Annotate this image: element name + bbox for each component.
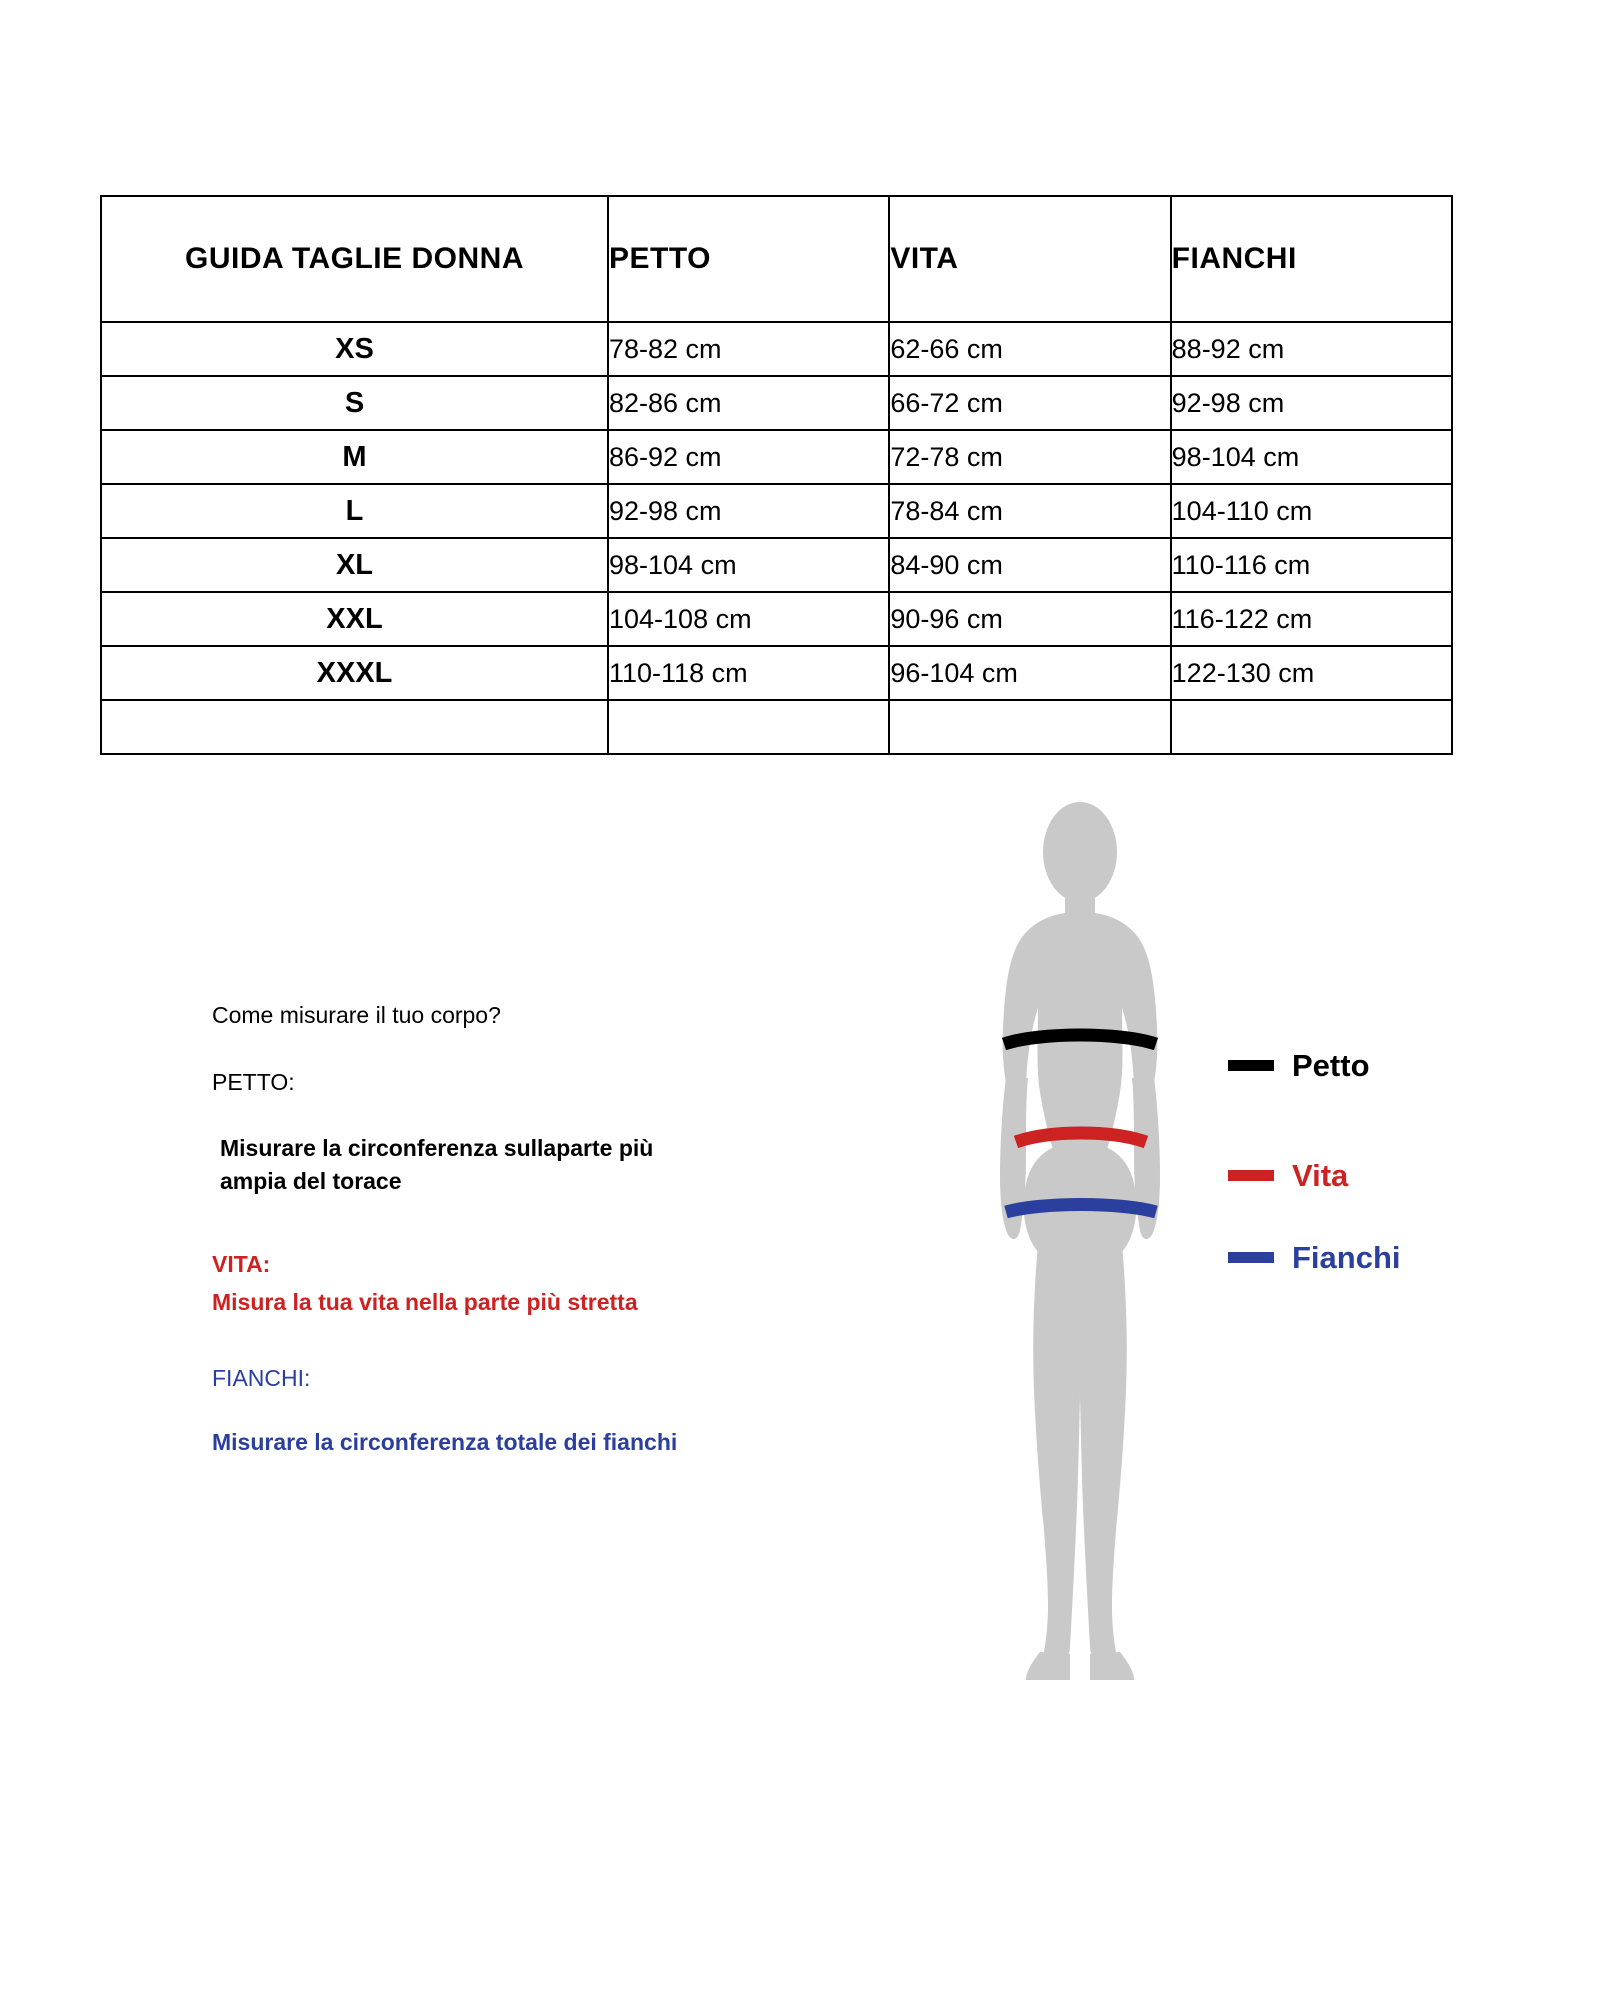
legend-item-vita [1228,1160,1348,1191]
legend-item-petto [1228,1050,1370,1081]
cell-size: XXL [101,592,608,646]
cell-vita: 78-84 cm [889,484,1170,538]
cell-vita: 90-96 cm [889,592,1170,646]
table-row [101,646,1452,700]
instructions-vita-text: Misura la tua vita nella parte più stretta [212,1289,638,1316]
table-row [101,538,1452,592]
cell-petto [608,700,889,754]
cell-petto: 86-92 cm [608,430,889,484]
cell-fianchi: 116-122 cm [1171,592,1452,646]
size-chart-body [101,196,1452,754]
cell-fianchi: 98-104 cm [1171,430,1452,484]
cell-size [101,700,608,754]
column-header-petto: PETTO [608,196,889,322]
column-header-guide: GUIDA TAGLIE DONNA [101,196,608,322]
cell-size: L [101,484,608,538]
instructions-vita-heading: VITA: [212,1251,271,1278]
instructions-title: Come misurare il tuo corpo? [212,1002,501,1028]
table-row [101,484,1452,538]
cell-size: XL [101,538,608,592]
cell-vita [889,700,1170,754]
table-row [101,592,1452,646]
hips-measure-line [1006,1205,1156,1213]
cell-vita: 96-104 cm [889,646,1170,700]
female-body-silhouette-icon [940,800,1500,1790]
table-header-row [101,196,1452,322]
cell-fianchi: 92-98 cm [1171,376,1452,430]
size-chart-table-wrapper [100,195,1453,755]
instructions-fianchi-heading: FIANCHI: [212,1364,311,1391]
cell-petto: 104-108 cm [608,592,889,646]
cell-petto: 78-82 cm [608,322,889,376]
cell-petto: 82-86 cm [608,376,889,430]
body-figure-area [940,800,1500,1790]
cell-fianchi [1171,700,1452,754]
cell-petto: 92-98 cm [608,484,889,538]
legend-label-fianchi: Fianchi [1292,1240,1401,1275]
cell-fianchi: 110-116 cm [1171,538,1452,592]
vita-color-swatch-icon [1228,1170,1274,1181]
table-row-empty [101,700,1452,754]
legend-item-fianchi [1228,1242,1401,1273]
cell-vita: 62-66 cm [889,322,1170,376]
cell-vita: 84-90 cm [889,538,1170,592]
cell-petto: 110-118 cm [608,646,889,700]
table-row [101,322,1452,376]
cell-size: M [101,430,608,484]
table-row [101,430,1452,484]
instructions-petto-text: Misurare la circonferenza sullaparte più ampia del torace [220,1135,654,1194]
size-chart-table [100,195,1453,755]
table-row [101,376,1452,430]
instructions-fianchi-text: Misurare la circonferenza totale dei fianchi [212,1428,678,1455]
cell-petto: 98-104 cm [608,538,889,592]
measuring-instructions [212,1000,692,1458]
fianchi-color-swatch-icon [1228,1252,1274,1263]
instructions-petto-heading: PETTO: [212,1069,295,1096]
legend-label-vita: Vita [1292,1158,1349,1193]
cell-vita: 66-72 cm [889,376,1170,430]
cell-fianchi: 104-110 cm [1171,484,1452,538]
column-header-fianchi: FIANCHI [1171,196,1452,322]
cell-fianchi: 122-130 cm [1171,646,1452,700]
cell-fianchi: 88-92 cm [1171,322,1452,376]
cell-vita: 72-78 cm [889,430,1170,484]
cell-size: XXXL [101,646,608,700]
petto-color-swatch-icon [1228,1060,1274,1071]
legend-label-petto: Petto [1292,1048,1370,1083]
column-header-vita: VITA [889,196,1170,322]
cell-size: S [101,376,608,430]
cell-size: XS [101,322,608,376]
